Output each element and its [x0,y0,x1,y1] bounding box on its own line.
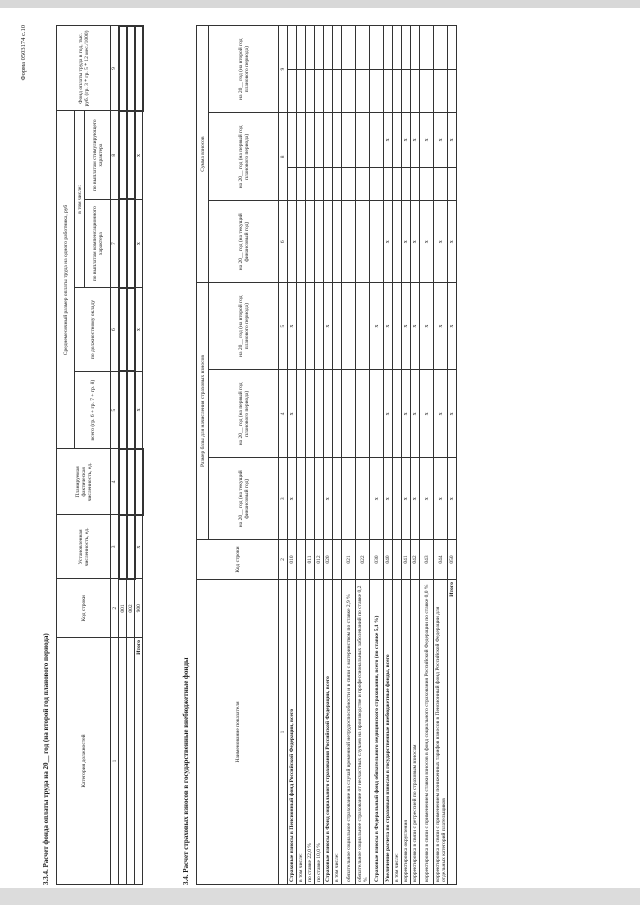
col-num: 6 [111,288,119,371]
value-cell [306,69,315,113]
value-cell [333,458,342,540]
row-code: 040 [384,540,393,580]
x-mark: x [370,458,384,540]
section1-title: 3.3.4. Расчет фонда оплаты труда на 20__ год (на второй год планового периода) [42,633,50,885]
table-row [420,26,434,885]
scan-border-bottom [0,888,640,905]
value-cell [434,26,448,70]
itogo-label: Итого [448,580,457,885]
value-cell [342,201,356,283]
itogo-code: 900 [135,579,143,638]
row-name: Страховые взносы в Фонд социального страхования Российской Федерации, всего [324,580,333,885]
row-name: в том числе: [333,580,342,885]
row-name: корректировка округления [402,580,411,885]
x-mark: x [411,201,420,283]
row-name: Страховые взносы в Федеральный фонд обязательного медицинского страхования, всего (по ставке 5,1 %) [370,580,384,885]
head-incl: в том числе: [75,111,85,288]
head-year: на 20__ год (на текущий финансовый год) [209,201,279,283]
itogo-row [448,26,457,885]
value-cell [324,167,333,201]
value-cell [333,370,342,458]
x-mark: x [448,458,457,540]
value-cell [356,167,370,201]
value-cell [393,26,402,70]
rotated-sheet [20,25,620,885]
x-mark: x [324,283,333,370]
value-cell [315,370,324,458]
value-cell [434,69,448,113]
value-cell [306,283,315,370]
table-row [356,26,370,885]
value-cell [333,201,342,283]
value-cell [402,69,411,113]
head-total: всего (гр. 6 + гр. 7 + гр. 8) [75,371,111,449]
x-mark: x [384,370,393,458]
row-code: 012 [315,540,324,580]
x-mark: x [434,201,448,283]
table-row [288,26,297,885]
x-mark: x [384,113,393,167]
value-cell [448,69,457,113]
x-mark: x [420,201,434,283]
scan-border-top [0,0,640,8]
value-cell [448,26,457,70]
head-stim: по выплатам стимулирующего характера [85,111,111,199]
value-cell [434,167,448,201]
table-row [333,26,342,885]
value-cell [356,370,370,458]
col-num: 2 [279,540,288,580]
table-row [384,26,393,885]
value-cell [288,167,297,201]
value-cell [297,370,306,458]
row-code: 002 [127,579,135,638]
row-code: 020 [324,540,333,580]
col-num: 3 [111,515,119,579]
x-mark: x [135,111,143,199]
x-mark: x [434,283,448,370]
value-cell [315,458,324,540]
value-cell [315,113,324,167]
x-mark: x [434,370,448,458]
value-cell [393,458,402,540]
value-cell [370,113,384,167]
row-name: в том числе: [297,580,306,885]
col-num: 1 [279,580,288,885]
x-mark: x [420,458,434,540]
head-official: по должностному окладу [75,288,111,371]
x-mark: x [448,113,457,167]
value-cell [342,26,356,70]
col-num: 4 [279,370,288,458]
table-row [402,26,411,885]
value-cell [333,26,342,70]
col-num: 9 [111,26,119,111]
x-mark: x [411,283,420,370]
table-row [119,26,127,885]
col-num: 6 [279,201,288,283]
row-code: 021 [342,540,356,580]
value-cell [370,69,384,113]
row-name: по ставке 10,0 % [315,580,324,885]
value-cell [356,113,370,167]
col-num: 9 [279,26,288,113]
row-name: корректировка в связи с применением ставки взносов в фонд социального страхования Российской Федерации по ставке 0,0 % [420,580,434,885]
row-code: 042 [411,540,420,580]
value-cell [393,370,402,458]
head-staff: Установленная численность, ед. [57,515,111,579]
x-mark: x [411,113,420,167]
x-mark: x [288,458,297,540]
value-cell [333,167,342,201]
row-name: в том числе: [393,580,402,885]
col-num: 3 [279,458,288,540]
value-cell [333,283,342,370]
value-cell [306,458,315,540]
x-mark: x [402,113,411,167]
x-mark: x [448,201,457,283]
table-row [393,26,402,885]
head-category: Категория должностей [57,638,111,885]
value-cell [342,458,356,540]
row-code: 044 [434,540,448,580]
value-cell [306,26,315,70]
value-cell [356,201,370,283]
row-name: корректировка в связи с применением пониженных тарифов взносов в Пенсионный фонд Российской Федерации для отдельных категорий плательщиков [434,580,448,885]
head-name: Наименование показателя [197,580,279,885]
value-cell [324,370,333,458]
row-code [393,540,402,580]
table-row [297,26,306,885]
section2-title: 3.4. Расчет страховых взносов в государственные внебюджетные фонды [182,657,190,885]
row-name: корректировка в связи с ретрессией по страховым взносам [411,580,420,885]
value-cell [315,283,324,370]
head-year: на 20__ год (на второй год планового периода) [209,283,279,370]
value-cell [342,283,356,370]
x-mark: x [324,458,333,540]
column-number-row [279,26,288,885]
head-year: на 20__ год (на первый год планового периода) [209,370,279,458]
x-mark: x [288,283,297,370]
value-cell [411,26,420,70]
row-code: 041 [402,540,411,580]
x-mark: x [135,288,143,371]
head-sum: Сумма взносов [197,26,209,283]
value-cell [342,69,356,113]
value-cell [370,26,384,70]
head-fund: Фонд оплаты труда в год, тыс. руб. (гр. 3 * гр. 5 * 12 мес./1000) [57,26,111,111]
x-mark: x [288,370,297,458]
x-mark: x [448,283,457,370]
x-mark: x [402,283,411,370]
table-row [127,26,135,885]
value-cell [384,69,393,113]
value-cell [370,201,384,283]
value-cell [342,113,356,167]
x-mark: x [370,283,384,370]
value-cell [420,69,434,113]
value-cell [393,283,402,370]
x-mark: x [420,370,434,458]
value-cell [342,370,356,458]
itogo-row [135,26,143,885]
row-code: 010 [288,540,297,580]
row-name: обязательное социальное страхование от несчастных случаев на производстве и профессиональных заболеваний по ставке 0,2 % [356,580,370,885]
col-num: 5 [279,283,288,370]
row-code [333,540,342,580]
row-name: Страховые взносы в Пенсионный фонд Российской Федерации, всего [288,580,297,885]
row-code: 022 [356,540,370,580]
value-cell [324,69,333,113]
insurance-table [196,25,457,885]
value-cell [297,201,306,283]
x-mark: x [420,113,434,167]
x-mark: x [402,370,411,458]
value-cell [393,167,402,201]
x-mark: x [411,458,420,540]
x-mark: x [135,515,143,579]
value-cell [420,167,434,201]
x-mark: x [135,371,143,449]
head-year: на 20__ год (на второй год планового периода) [209,26,279,113]
head-row-code: Код строки [57,579,111,638]
itogo-label: Итого [135,638,143,885]
value-cell [411,167,420,201]
head-year: на 20__ год (на первый год планового периода) [209,113,279,201]
value-cell [384,26,393,70]
row-code: 001 [119,579,127,638]
row-name: по ставке 22,0 % [306,580,315,885]
x-mark: x [384,458,393,540]
value-cell [333,69,342,113]
row-name: Увеличение расчета по страховым взносам в государственные внебюджетные фонды, всего [384,580,393,885]
table-row [434,26,448,885]
value-cell [324,26,333,70]
value-cell [306,167,315,201]
table-row [342,26,356,885]
value-cell [393,113,402,167]
head-avg-count: Планируемая фактическая численность, ед. [57,449,111,515]
value-cell [342,167,356,201]
value-cell [393,201,402,283]
x-mark: x [434,113,448,167]
head-code: Код строки [197,540,279,580]
value-cell [288,201,297,283]
value-cell [297,283,306,370]
table-row [411,26,420,885]
form-code: Форма 0503174 с.10 [20,25,27,81]
col-num: 2 [111,579,119,638]
head-comp: по выплатам компенсационного характера [85,199,111,288]
value-cell [306,201,315,283]
value-cell [306,370,315,458]
value-cell [448,167,457,201]
x-mark: x [135,199,143,288]
x-mark: x [448,370,457,458]
table-row [370,26,384,885]
value-cell [297,167,306,201]
row-code: 043 [420,540,434,580]
value-cell [356,283,370,370]
x-mark: x [402,458,411,540]
value-cell [297,26,306,70]
itogo-code: 050 [448,540,457,580]
head-year: на 20__ год (на текущий финансовый год) [209,458,279,540]
value-cell [384,167,393,201]
row-code: 011 [306,540,315,580]
value-cell [315,26,324,70]
head-base: Размер базы для начисления страховых взносов [197,283,209,540]
salary-fund-table [56,25,144,885]
x-mark: x [420,283,434,370]
value-cell [288,26,297,70]
value-cell [297,69,306,113]
value-cell [297,458,306,540]
value-cell [315,69,324,113]
value-cell [288,113,297,167]
value-cell [315,201,324,283]
x-mark: x [384,283,393,370]
x-mark: x [402,201,411,283]
col-num: 4 [111,449,119,515]
table-row [324,26,333,885]
value-cell [356,69,370,113]
value-cell [402,26,411,70]
column-number-row [111,26,119,885]
row-code [297,540,306,580]
value-cell [356,458,370,540]
value-cell [333,113,342,167]
value-cell [356,26,370,70]
head-avg-salary: Среднемесячный размер оплаты труда на одного работника, руб [57,111,75,449]
value-cell [420,26,434,70]
col-num: 8 [111,111,119,199]
value-cell [402,167,411,201]
value-cell [393,69,402,113]
col-num: 5 [111,371,119,449]
x-mark: x [384,201,393,283]
col-num: 8 [279,113,288,201]
x-mark: x [434,458,448,540]
value-cell [370,167,384,201]
value-cell [324,113,333,167]
row-code: 030 [370,540,384,580]
x-mark: x [411,370,420,458]
value-cell [306,113,315,167]
col-num: 1 [111,638,119,885]
col-num: 7 [111,199,119,288]
value-cell [411,69,420,113]
table-row [306,26,315,885]
value-cell [324,201,333,283]
value-cell [315,167,324,201]
value-cell [297,113,306,167]
value-cell [370,370,384,458]
row-name: обязательное социальное страхование на случай временной нетрудоспособности и в связи с материнством по ставке 2,9 % [342,580,356,885]
table-row [315,26,324,885]
value-cell [288,69,297,113]
